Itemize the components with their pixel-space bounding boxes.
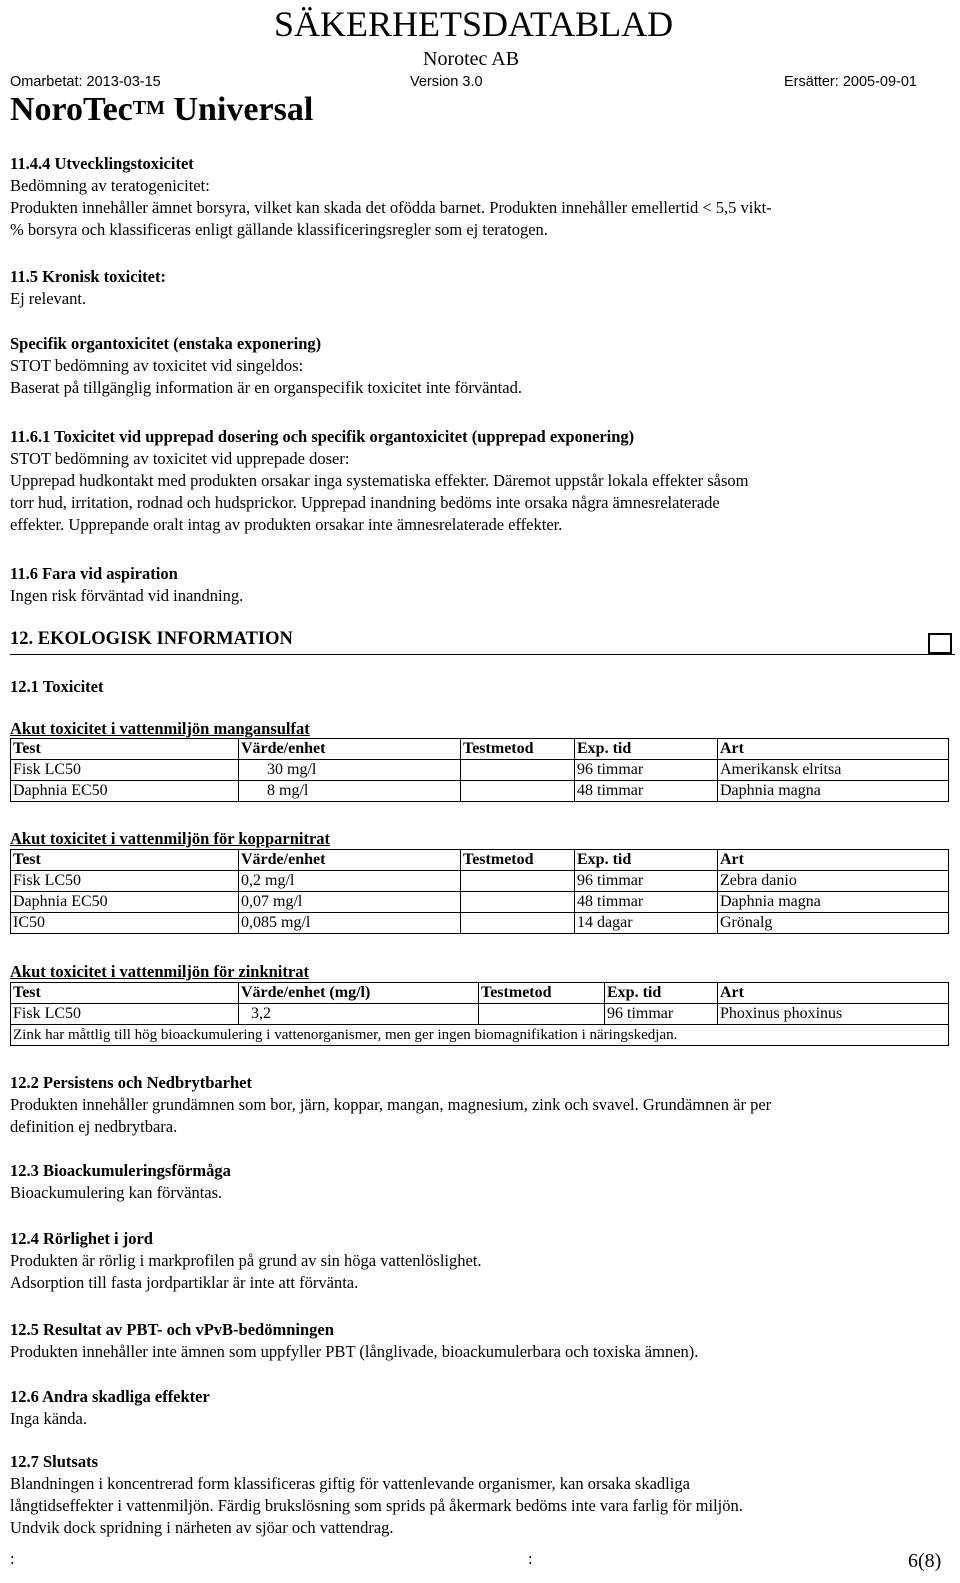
toxicity-table-mangansulfat [10,738,949,802]
header-cell: Exp. tid [575,850,718,871]
document-title: SÄKERHETSDATABLAD [274,4,674,44]
footer-colon: : [10,1549,15,1568]
header-cell: Exp. tid [575,739,718,760]
paragraph-line: effekter. Upprepande oralt intag av produkten orsakar inte ämnesrelaterade effekter. [10,515,563,534]
table-cell [461,892,575,913]
paragraph-line: STOT bedömning av toxicitet vid singeldos: [10,356,304,375]
table-caption: Akut toxicitet i vattenmiljön mangansulfat [10,719,310,738]
header-cell: Test [11,983,239,1004]
section-heading: 12.4 Rörlighet i jord [10,1229,153,1248]
paragraph-line: Produkten innehåller inte ämnen som uppfyller PBT (långlivade, bioackumulerbara och toxiska ämnen). [10,1342,699,1361]
table-cell: Daphnia magna [718,892,949,913]
checkbox-square [928,633,952,654]
table-cell: 0,085 mg/l [239,913,461,934]
table-note-row [11,1025,949,1046]
paragraph-line: Bedömning av teratogenicitet: [10,176,210,195]
replaces-date: Ersätter: 2005-09-01 [784,74,917,90]
paragraph-line: Upprepad hudkontakt med produkten orsakar inga systematiska effekter. Däremot uppstår lokala effekter såsom [10,471,749,490]
header-cell: Test [11,850,239,871]
toxicity-table-zinknitrat [10,982,949,1046]
paragraph-line: % borsyra och klassificeras enligt gällande klassificeringsregler som ej teratogen. [10,220,548,239]
section-heading: 11.6 Fara vid aspiration [10,564,178,583]
paragraph-line: Bioackumulering kan förväntas. [10,1183,223,1202]
section-heading: 12.6 Andra skadliga effekter [10,1387,210,1406]
header-cell: Art [718,739,949,760]
trademark-mark: TM [132,97,165,119]
table-cell: Zebra danio [718,871,949,892]
company-name: Norotec AB [423,48,520,70]
revised-date: Omarbetat: 2013-03-15 [10,74,161,90]
paragraph-line: STOT bedömning av toxicitet vid upprepade doser: [10,449,350,468]
header-cell: Testmetod [461,739,575,760]
section-heading: 11.6.1 Toxicitet vid upprepad dosering och specifik organtoxicitet (upprepad exponering) [10,427,635,446]
table-cell: Phoxinus phoxinus [718,1004,949,1025]
table-cell: 96 timmar [575,871,718,892]
header-cell: Exp. tid [605,983,718,1004]
header-cell: Testmetod [479,983,605,1004]
section-12-6 [10,1386,955,1430]
section-11-6 [10,563,955,607]
table-cell: Amerikansk elritsa [718,760,949,781]
table-row [11,913,949,934]
section-heading: 11.4.4 Utvecklingstoxicitet [10,154,194,173]
section-heading: 12.2 Persistens och Nedbrytbarhet [10,1073,252,1092]
paragraph-line: Produkten innehåller ämnet borsyra, vilket kan skada det ofödda barnet. Produkten innehåller emellertid < 5,5 vikt- [10,198,772,217]
table-cell: Fisk LC50 [11,1004,239,1025]
header-cell: Värde/enhet [239,850,461,871]
header-cell: Testmetod [461,850,575,871]
table-note: Zink har måttlig till hög bioackumulering i vattenorganismer, men ger ingen biomagnifikation i näringskedjan. [11,1025,949,1046]
table-cell: 0,07 mg/l [239,892,461,913]
paragraph-line: Undvik dock spridning i närheten av sjöar och vattendrag. [10,1518,394,1537]
table-row [11,871,949,892]
table-cell: 30 mg/l [239,760,461,781]
table-cell: 0,2 mg/l [239,871,461,892]
product-name-pre: NoroTec [10,91,133,128]
table-cell: 48 timmar [575,892,718,913]
paragraph-line: Adsorption till fasta jordpartiklar är inte att förvänta. [10,1273,359,1292]
table-cell: Grönalg [718,913,949,934]
paragraph-line: Baserat på tillgänglig information är en organspecifik toxicitet inte förväntad. [10,378,522,397]
section-12-3 [10,1160,955,1204]
paragraph-line: torr hud, irritation, rodnad och hudsprickor. Upprepad inandning bedöms inte orsaka några ämnesrelaterade [10,493,720,512]
section-title: 12. EKOLOGISK INFORMATION [10,629,293,649]
header-cell: Art [718,983,949,1004]
table-cell [461,871,575,892]
section-stot-single [10,333,955,399]
table-cell: 96 timmar [605,1004,718,1025]
product-name-post: Universal [165,91,314,128]
paragraph-line: Inga kända. [10,1409,87,1428]
table-cell: 96 timmar [575,760,718,781]
section-12-5 [10,1319,955,1363]
section-heading: Specifik organtoxicitet (enstaka exponering) [10,334,322,353]
version-label: Version 3.0 [410,74,483,90]
table-cell [461,781,575,802]
table-cell: Daphnia magna [718,781,949,802]
table-row [11,892,949,913]
section-heading: 12.7 Slutsats [10,1452,99,1471]
header-cell: Värde/enhet (mg/l) [239,983,479,1004]
table-cell: IC50 [11,913,239,934]
table-cell: Daphnia EC50 [11,781,239,802]
toxicity-table-kopparnitrat [10,849,949,934]
table-cell: 3,2 [239,1004,479,1025]
section-12-4 [10,1228,955,1294]
table-cell [461,760,575,781]
table-cell: 14 dagar [575,913,718,934]
paragraph-line: långtidseffekter i vattenmiljön. Färdig brukslösning som sprids på åkermark bedöms inte vara farlig för miljön. [10,1496,743,1515]
table-cell: Daphnia EC50 [11,892,239,913]
paragraph-line: Ej relevant. [10,289,87,308]
header-cell: Test [11,739,239,760]
header-cell: Värde/enhet [239,739,461,760]
table-caption: Akut toxicitet i vattenmiljön för kopparnitrat [10,829,331,848]
table-header-row [11,850,949,871]
table-cell: Fisk LC50 [11,760,239,781]
table-cell [461,913,575,934]
table-row [11,1004,949,1025]
table-row [11,760,949,781]
paragraph-line: Blandningen i koncentrerad form klassificeras giftig för vattenlevande organismer, kan orsaka skadliga [10,1474,690,1493]
paragraph-line: Ingen risk förväntad vid inandning. [10,586,244,605]
table-header-row [11,983,949,1004]
paragraph-line: Produkten är rörlig i markprofilen på grund av sin höga vattenlöslighet. [10,1251,482,1270]
paragraph-line: definition ej nedbrytbara. [10,1117,178,1136]
section-11-4-4 [10,153,955,241]
table-row [11,781,949,802]
footer-colon: : [528,1549,533,1568]
section-12-1-heading: 12.1 Toxicitet [10,677,104,696]
header-cell: Art [718,850,949,871]
section-12-2 [10,1072,955,1138]
table-cell: 8 mg/l [239,781,461,802]
product-name [10,88,313,132]
table-caption: Akut toxicitet i vattenmiljön för zinknitrat [10,962,309,981]
table-header-row [11,739,949,760]
section-11-6-1 [10,426,955,536]
section-heading: 12.3 Bioackumuleringsförmåga [10,1161,231,1180]
table-cell [479,1004,605,1025]
paragraph-line: Produkten innehåller grundämnen som bor, järn, koppar, mangan, magnesium, zink och svavel. Grundämnen är per [10,1095,772,1114]
page-number: 6(8) [908,1550,942,1572]
section-heading: 11.5 Kronisk toxicitet: [10,267,166,286]
section-11-5 [10,266,955,310]
section-heading: 12.5 Resultat av PBT- och vPvB-bedömningen [10,1320,334,1339]
section-12-7 [10,1451,955,1539]
section-12-heading [10,626,955,655]
table-cell: Fisk LC50 [11,871,239,892]
table-cell: 48 timmar [575,781,718,802]
